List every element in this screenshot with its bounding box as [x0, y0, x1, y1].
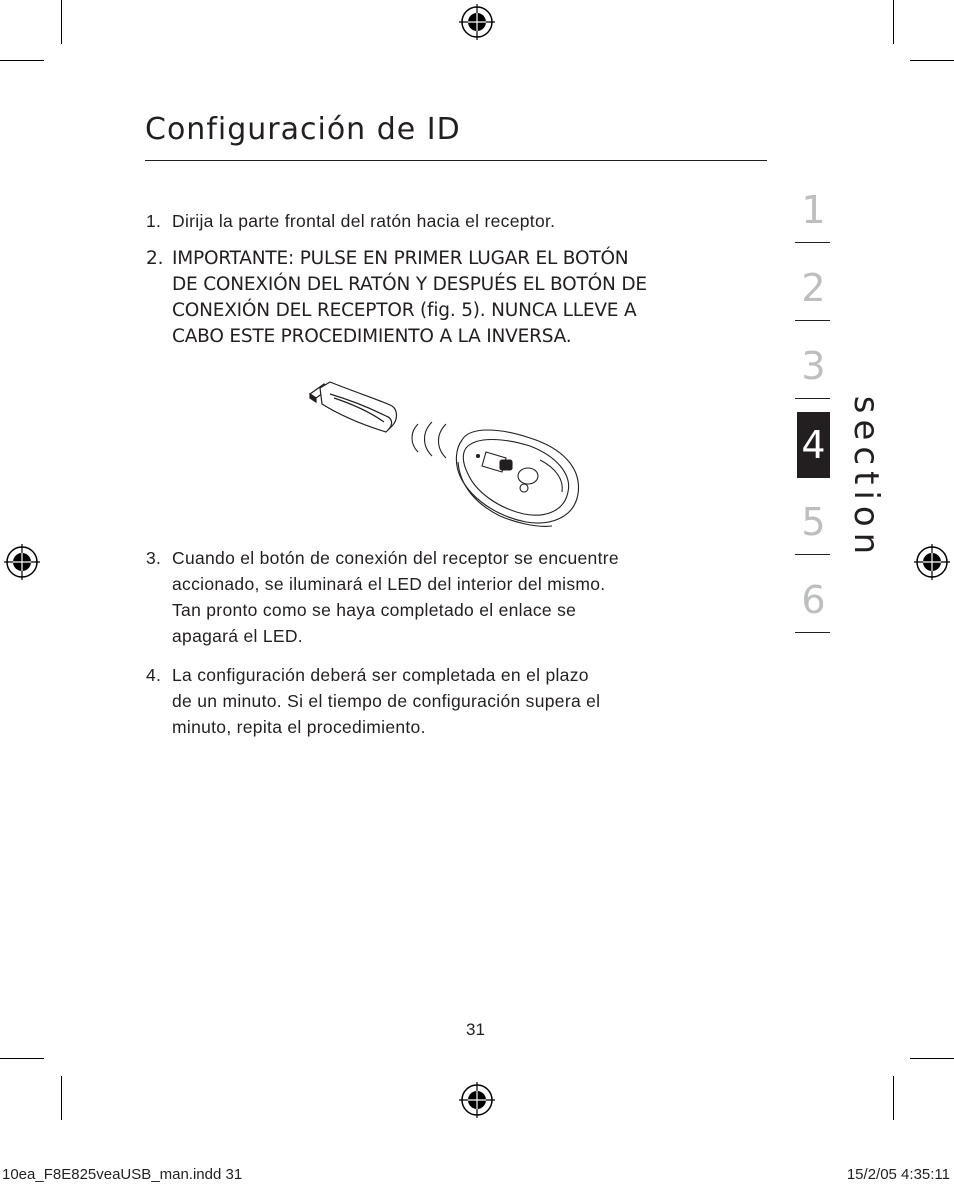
- section-nav-rule-3: [795, 398, 830, 399]
- usb-receptor-icon: [310, 382, 397, 432]
- crop-mark-bottom-left-h: [0, 1058, 44, 1059]
- slug-filename: 10ea_F8E825veaUSB_man.indd 31: [2, 1166, 243, 1183]
- step-3-number: 3.: [146, 548, 162, 568]
- section-nav-2[interactable]: 2: [801, 266, 826, 310]
- title-rule: [145, 160, 767, 161]
- section-nav-4-label: 4: [801, 423, 826, 467]
- section-nav-5[interactable]: 5: [801, 500, 826, 544]
- crop-mark-bottom-left-v: [61, 1076, 62, 1120]
- step-3-line-1: Cuando el botón de conexión del receptor se encuentre: [172, 548, 619, 568]
- crop-mark-bottom-right-v: [893, 1076, 894, 1120]
- step-4-line-3: minuto, repita el procedimiento.: [172, 717, 426, 737]
- crop-mark-top-right-h: [910, 60, 954, 61]
- registration-mark-right-icon: [914, 544, 950, 580]
- step-3-line-3: Tan pronto como se haya completado el enlace se: [172, 600, 577, 620]
- registration-mark-left-icon: [4, 544, 40, 580]
- section-nav-rule-1: [795, 242, 830, 243]
- registration-mark-top-icon: [459, 4, 495, 40]
- step-3-line-4: apagará el LED.: [172, 626, 303, 646]
- crop-mark-top-left-v: [61, 0, 62, 44]
- page-number: 31: [466, 1020, 485, 1039]
- step-3: [146, 545, 756, 649]
- section-nav-rule-6: [795, 632, 830, 633]
- crop-mark-bottom-right-h: [910, 1058, 954, 1059]
- section-label: section: [846, 395, 886, 561]
- step-4-number: 4.: [146, 665, 162, 685]
- slug-timestamp: 15/2/05 4:35:11: [846, 1166, 950, 1183]
- step-2-line-1: IMPORTANTE: PULSE EN PRIMER LUGAR EL BOTÓN: [172, 248, 629, 269]
- mouse-icon: [456, 430, 578, 526]
- figure-receptor-mouse: [300, 376, 585, 536]
- section-nav-1[interactable]: 1: [801, 188, 826, 232]
- step-2-number: 2.: [146, 248, 164, 269]
- step-1-text: Dirija la parte frontal del ratón hacia el receptor.: [172, 211, 556, 231]
- registration-mark-bottom-icon: [459, 1082, 495, 1118]
- section-nav-4-active[interactable]: [797, 412, 830, 478]
- signal-waves-icon: [412, 422, 446, 458]
- step-4: [146, 662, 756, 740]
- crop-mark-top-right-v: [893, 0, 894, 44]
- page-title: Configuración de ID: [145, 112, 461, 147]
- step-2-line-3: CONEXIÓN DEL RECEPTOR (fig. 5). NUNCA LLEVE A: [172, 300, 637, 321]
- step-4-line-1: La configuración deberá ser completada en el plazo: [172, 665, 589, 685]
- step-2-line-2: DE CONEXIÓN DEL RATÓN Y DESPUÉS EL BOTÓN DE: [172, 274, 647, 295]
- section-nav-rule-5: [795, 554, 830, 555]
- step-3-line-2: accionado, se iluminará el LED del interior del mismo.: [172, 574, 606, 594]
- step-4-line-2: de un minuto. Si el tiempo de configuración supera el: [172, 691, 601, 711]
- section-nav-6[interactable]: 6: [801, 578, 826, 622]
- section-nav-3[interactable]: 3: [801, 344, 826, 388]
- crop-mark-top-left-h: [0, 60, 44, 61]
- step-1: [146, 208, 756, 234]
- section-nav-rule-2: [795, 320, 830, 321]
- step-2: [146, 246, 756, 350]
- step-1-number: 1.: [146, 211, 162, 231]
- step-2-line-4: CABO ESTE PROCEDIMIENTO A LA INVERSA.: [172, 326, 572, 347]
